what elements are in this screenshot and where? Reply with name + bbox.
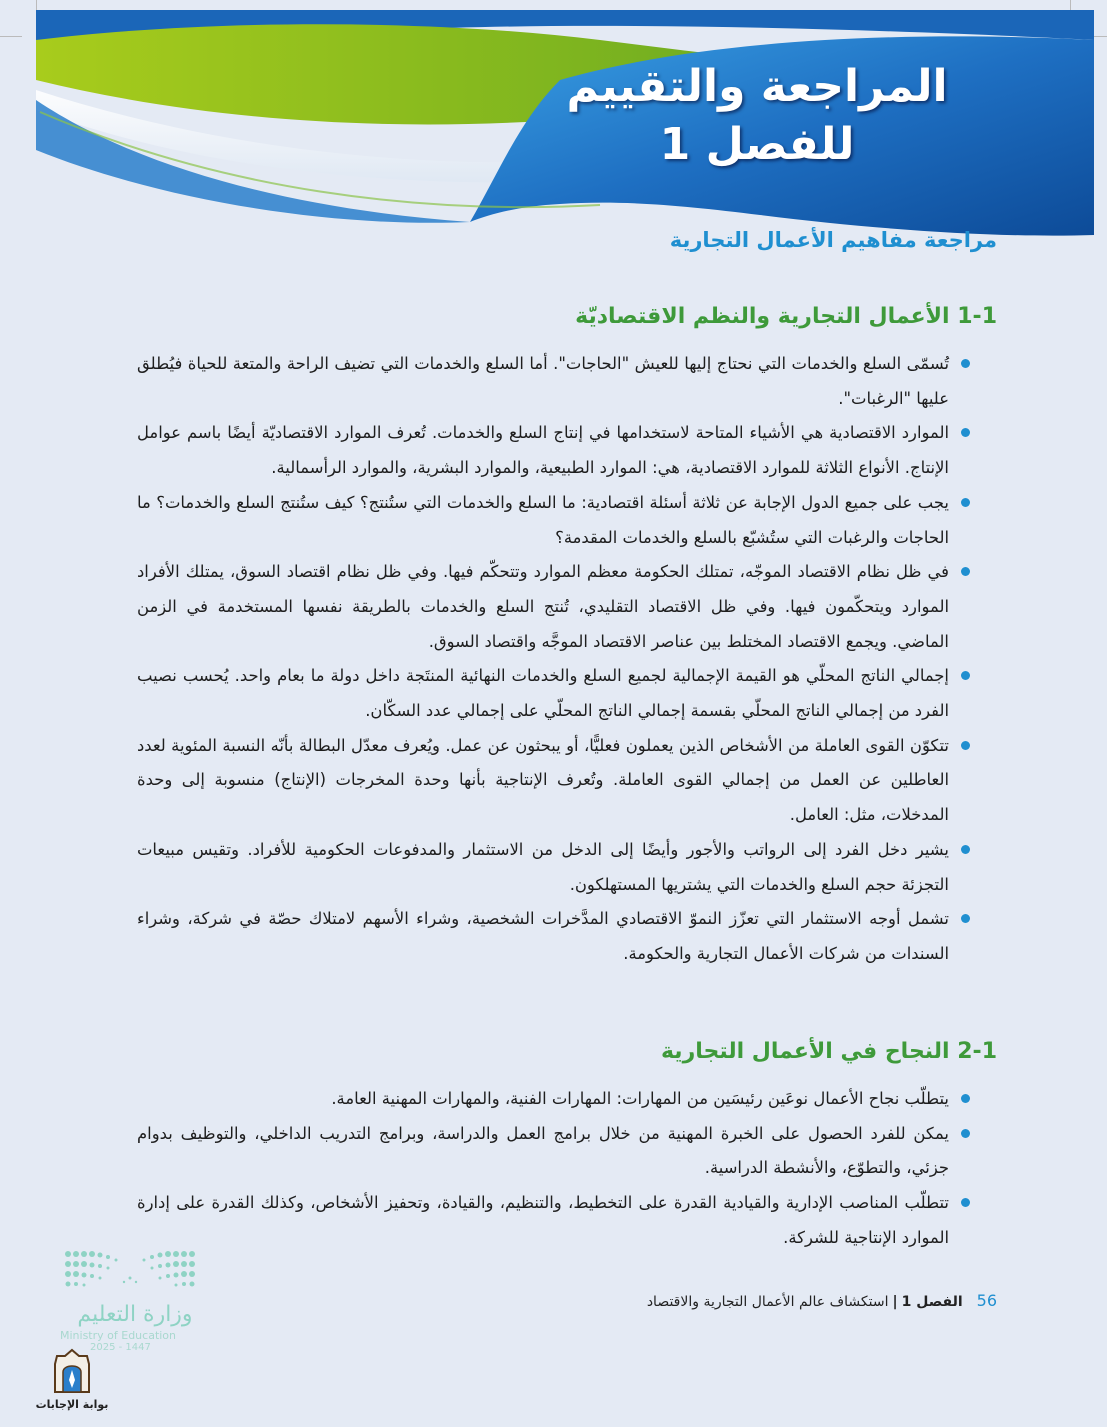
bullet-dot-icon (961, 1129, 970, 1138)
list-item (137, 347, 949, 416)
bullet-dot-icon (961, 428, 970, 437)
page-number: 56 (976, 1291, 997, 1310)
bullet-text: تُسمّى السلع والخدمات التي نحتاج إليها للعيش "الحاجات". أما السلع والخدمات التي تضيف الراحة والمتعة للحياة فيُطلق عليها "الرغبات". (137, 354, 949, 408)
watermark-caption: بوابة الإجابات (35, 1398, 109, 1411)
chapter-title: استكشاف عالم الأعمال التجارية والاقتصاد (646, 1294, 889, 1310)
bullet-text: تتكوّن القوى العاملة من الأشخاص الذين يعملون فعليًّا، أو يبحثون عن عمل. ويُعرف معدّل البطالة بأنّه النسبة المئوية لعدد العاطلين عن العمل من إجمالي القوى العاملة. وتُعرف الإنتاجية بأنها وحدة المخرجات (الإنتاج) منسوبة إلى وحدة المدخلات، مثل: العامل. (137, 735, 949, 825)
section-2-1-bullets (137, 1082, 949, 1256)
section-1-1-bullets (137, 347, 949, 972)
bullet-dot-icon (961, 914, 970, 923)
bullet-text: يشير دخل الفرد إلى الرواتب والأجور وأيضًا إلى الدخل من الاستثمار والمدفوعات الحكومية للأفراد. وتقيس مبيعات التجزئة حجم السلع والخدمات التي يشتريها المستهلكون. (137, 839, 949, 894)
bullet-dot-icon (961, 671, 970, 680)
bullet-dot-icon (961, 1094, 970, 1103)
list-item (137, 486, 949, 555)
ministry-name-english: Ministry of Education (60, 1329, 177, 1342)
bullet-text: الموارد الاقتصادية هي الأشياء المتاحة لاستخدامها في إنتاج السلع والخدمات. تُعرف الموارد الاقتصاديّة أيضًا باسم عوامل الإنتاج. الأنواع الثلاثة للموارد الاقتصادية، هي: الموارد الطبيعية، والموارد البشرية، والموارد الرأسمالية. (137, 423, 949, 478)
ministry-name-arabic: وزارة التعليم (77, 1302, 193, 1327)
list-item (137, 902, 949, 971)
answers-gate-watermark (32, 1348, 112, 1411)
title-line-1: المراجعة والتقييم (566, 61, 948, 112)
bullet-text: في ظل نظام الاقتصاد الموجّه، تمتلك الحكومة معظم الموارد وتتحكّم فيها. وفي ظل نظام اقتصاد السوق، يمتلك الأفراد الموارد ويتحكّمون فيها. وفي ظل الاقتصاد التقليدي، تُنتج السلع والخدمات بالطريقة نفسها المستخدمة في الزمن الماضي. ويجمع الاقتصاد المختلط بين عناصر الاقتصاد الموجَّه واقتصاد السوق. (137, 562, 949, 651)
list-item (137, 416, 949, 485)
list-item (137, 1186, 949, 1255)
bullet-dot-icon (961, 741, 970, 750)
chapter-label: الفصل 1 (901, 1294, 963, 1310)
review-heading: مراجعة مفاهيم الأعمال التجارية (669, 228, 997, 252)
list-item (137, 555, 949, 659)
bullet-dot-icon (961, 359, 970, 368)
ministry-dots-icon (60, 1248, 200, 1294)
bullet-text: يتطلّب نجاح الأعمال نوعَين رئيسَين من المهارات: المهارات الفنية، والمهارات المهنية العامة. (331, 1089, 949, 1108)
list-item (137, 659, 949, 728)
footer-divider: | (892, 1294, 898, 1310)
list-item (137, 729, 949, 833)
bullet-text: تتطلّب المناصب الإدارية والقيادية القدرة على التخطيط، والتنظيم، والقيادة، وتحفيز الأشخاص، وكذلك القدرة على إدارة الموارد الإنتاجية للشركة. (137, 1193, 949, 1247)
section-heading-1-1: 1-1 الأعمال التجارية والنظم الاقتصاديّة (575, 304, 997, 329)
gate-logo-icon (49, 1348, 95, 1394)
page-footer (647, 1291, 997, 1310)
bullet-dot-icon (961, 498, 970, 507)
bullet-dot-icon (961, 1198, 970, 1207)
bullet-dot-icon (961, 567, 970, 576)
bullet-text: تشمل أوجه الاستثمار التي تعزّز النموّ الاقتصادي المدَّخرات الشخصية، وشراء الأسهم لامتلاك حصّة في شركة، وشراء السندات من شركات الأعمال التجارية والحكومة. (137, 909, 949, 963)
bullet-dot-icon (961, 845, 970, 854)
list-item (137, 1082, 949, 1117)
bullet-text: يمكن للفرد الحصول على الخبرة المهنية من خلال برامج العمل والدراسة، وبرامج التدريب الداخلي، والتوظيف بدوام جزئي، والتطوّع، والأنشطة الدراسية. (137, 1123, 949, 1178)
list-item (137, 1117, 949, 1186)
title-line-2: للفصل 1 (659, 119, 855, 170)
bullet-text: إجمالي الناتج المحلّي هو القيمة الإجمالية لجميع السلع والخدمات النهائية المنتَجة داخل دولة ما بعام واحد. يُحسب نصيب الفرد من إجمالي الناتج المحلّي بقسمة إجمالي الناتج المحلّي على إجمالي عدد السكّان. (137, 666, 949, 721)
chapter-review-title (547, 58, 967, 174)
bullet-text: يجب على جميع الدول الإجابة عن ثلاثة أسئلة اقتصادية: ما السلع والخدمات التي ستُنتج؟ كيف ستُنتج السلع والخدمات؟ ما الحاجات والرغبات التي ستُشبّع بالسلع والخدمات المقدمة؟ (137, 492, 949, 547)
ministry-year: 2025 - 1447 (90, 1342, 151, 1353)
section-heading-2-1: 2-1 النجاح في الأعمال التجارية (660, 1039, 997, 1064)
ministry-logo (60, 1248, 210, 1353)
list-item (137, 833, 949, 902)
